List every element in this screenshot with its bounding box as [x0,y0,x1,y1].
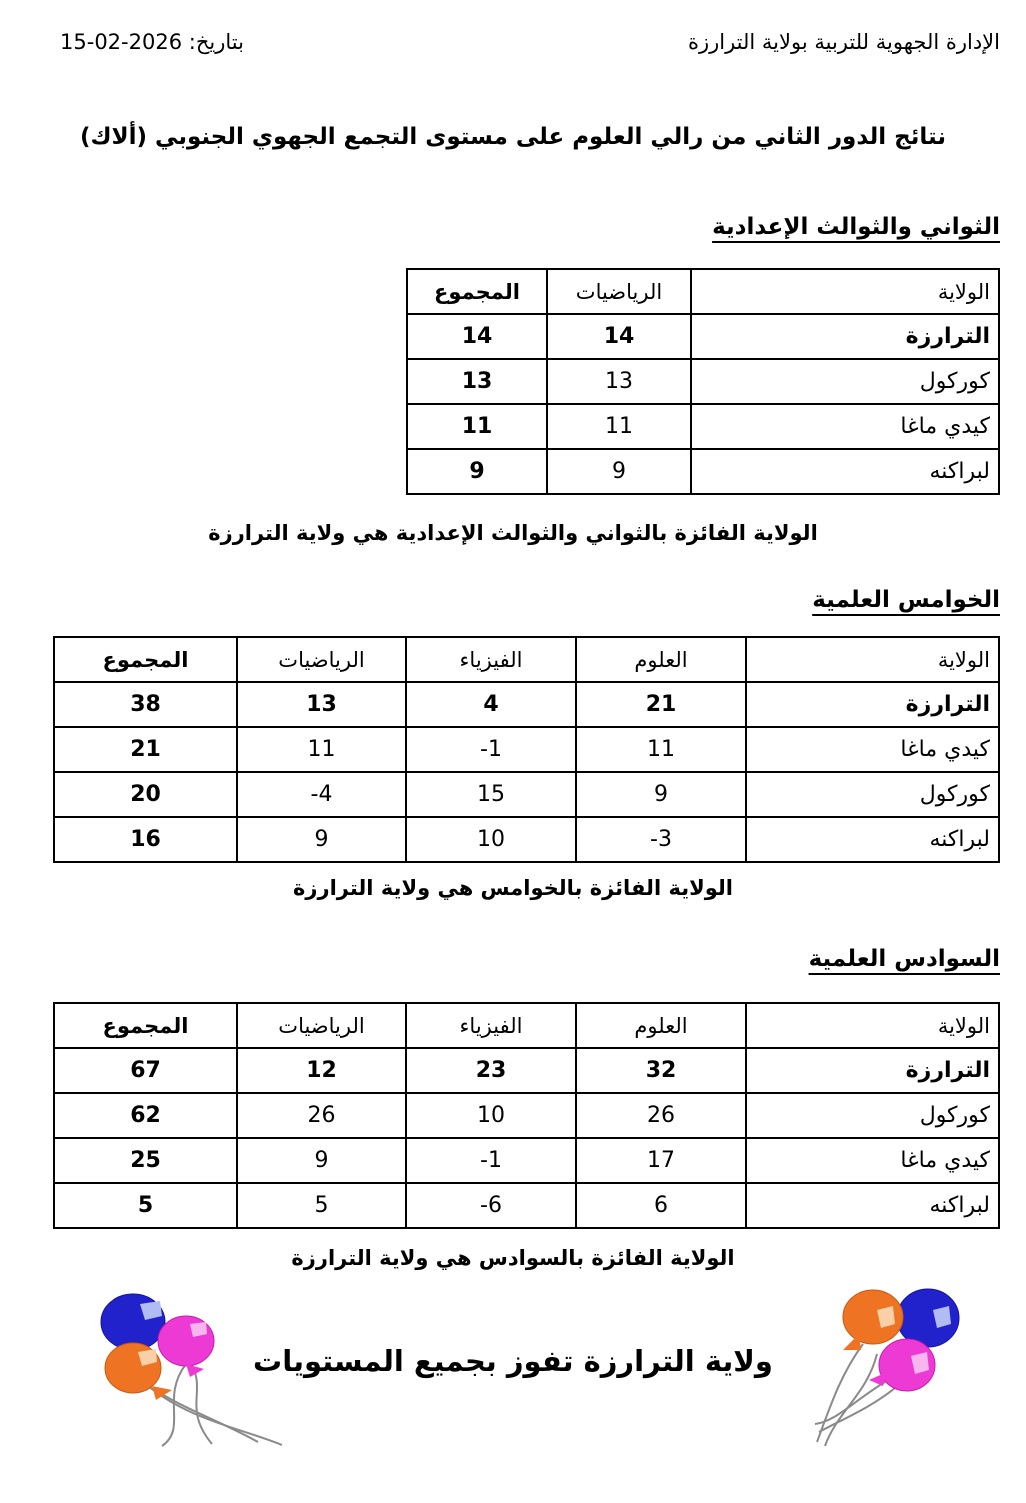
wilaya-cell: لبراكنه [746,1183,999,1228]
wilaya-cell: كوركول [746,772,999,817]
results-table [53,1002,1000,1229]
results-section [26,946,1000,1270]
balloon-arrow [869,1372,887,1386]
score-cell: 21 [54,727,237,772]
score-cell: 13 [237,682,406,727]
score-cell: 6 [576,1183,746,1228]
wilaya-cell: لبراكنه [746,817,999,862]
score-cell: 5 [54,1183,237,1228]
score-cell: 16 [54,817,237,862]
score-cell: 10 [406,817,576,862]
results-table [406,268,1000,495]
wilaya-cell: كيدي ماغا [691,404,999,449]
score-cell: 25 [54,1138,237,1183]
score-cell: 20 [54,772,237,817]
score-cell: 12 [237,1048,406,1093]
footer-message: ولاية الترارزة تفوز بجميع المستويات [253,1344,773,1378]
score-cell: 38 [54,682,237,727]
section-heading: الثواني والثوالث الإعدادية [712,214,1000,240]
balloons-right-decoration [815,1282,1000,1447]
document-title: نتائج الدور الثاني من رالي العلوم على مستوى التجمع الجهوي الجنوبي (ألاك) [79,124,947,150]
score-cell: 32 [576,1048,746,1093]
score-cell: -3 [576,817,746,862]
score-cell: 62 [54,1093,237,1138]
document-footer [0,1270,1026,1447]
column-header: الرياضيات [547,269,691,314]
score-cell: 10 [406,1093,576,1138]
column-header: الفيزياء [406,637,576,682]
table-row [54,727,999,772]
score-cell: -1 [406,727,576,772]
table-row [407,314,999,359]
date-label: بتاريخ: [188,30,244,54]
section-heading: الخوامس العلمية [812,587,1000,613]
table-header-row [407,269,999,314]
wilaya-cell: الترارزة [746,1048,999,1093]
date-block [60,30,244,54]
institution-name: الإدارة الجهوية للتربية بولاية الترارزة [687,30,1000,54]
wilaya-cell: كيدي ماغا [746,1138,999,1183]
table-row [54,1138,999,1183]
column-header: الولاية [746,1003,999,1048]
score-cell: 15 [406,772,576,817]
date-value: 2026-02-15 [60,30,183,54]
score-cell: 11 [237,727,406,772]
column-header: الرياضيات [237,1003,406,1048]
balloons-left-decoration [90,1282,305,1447]
table-row [54,1093,999,1138]
score-cell: 21 [576,682,746,727]
table-row [54,1183,999,1228]
score-cell: 26 [576,1093,746,1138]
column-header: المجموع [54,1003,237,1048]
score-cell: 67 [54,1048,237,1093]
wilaya-cell: لبراكنه [691,449,999,494]
wilaya-cell: كيدي ماغا [746,727,999,772]
score-cell: 14 [547,314,691,359]
score-cell: 23 [406,1048,576,1093]
column-header: العلوم [576,1003,746,1048]
column-header: الرياضيات [237,637,406,682]
winner-note: الولاية الفائزة بالخوامس هي ولاية الترارزة [293,876,733,900]
score-cell: 13 [547,359,691,404]
score-cell: 17 [576,1138,746,1183]
table-row [54,772,999,817]
score-cell: 26 [237,1093,406,1138]
score-cell: 11 [547,404,691,449]
table-header-row [54,637,999,682]
table-header-row [54,1003,999,1048]
column-header: المجموع [407,269,547,314]
table-row [54,682,999,727]
table-row [54,1048,999,1093]
score-cell: 11 [407,404,547,449]
score-cell: 14 [407,314,547,359]
document-header [26,0,1000,54]
score-cell: -4 [237,772,406,817]
column-header: الولاية [746,637,999,682]
score-cell: 5 [237,1183,406,1228]
results-table [53,636,1000,863]
score-cell: -1 [406,1138,576,1183]
column-header: الفيزياء [406,1003,576,1048]
score-cell: 9 [237,817,406,862]
section-heading: السوادس العلمية [808,946,1000,972]
winner-note: الولاية الفائزة بالسوادس هي ولاية الترارزة [291,1246,735,1270]
results-section [26,587,1000,900]
table-row [407,359,999,404]
score-cell: 9 [547,449,691,494]
sections [26,214,1000,1270]
table-row [407,404,999,449]
table-row [407,449,999,494]
winner-note: الولاية الفائزة بالثواني والثوالث الإعدادية هي ولاية الترارزة [208,521,818,545]
wilaya-cell: كوركول [691,359,999,404]
score-cell: 9 [407,449,547,494]
column-header: المجموع [54,637,237,682]
wilaya-cell: الترارزة [746,682,999,727]
column-header: العلوم [576,637,746,682]
balloon-strings [148,1362,282,1446]
score-cell: -6 [406,1183,576,1228]
wilaya-cell: الترارزة [691,314,999,359]
score-cell: 4 [406,682,576,727]
table-row [54,817,999,862]
score-cell: 11 [576,727,746,772]
score-cell: 9 [576,772,746,817]
wilaya-cell: كوركول [746,1093,999,1138]
results-section [26,214,1000,545]
score-cell: 13 [407,359,547,404]
column-header: الولاية [691,269,999,314]
score-cell: 9 [237,1138,406,1183]
